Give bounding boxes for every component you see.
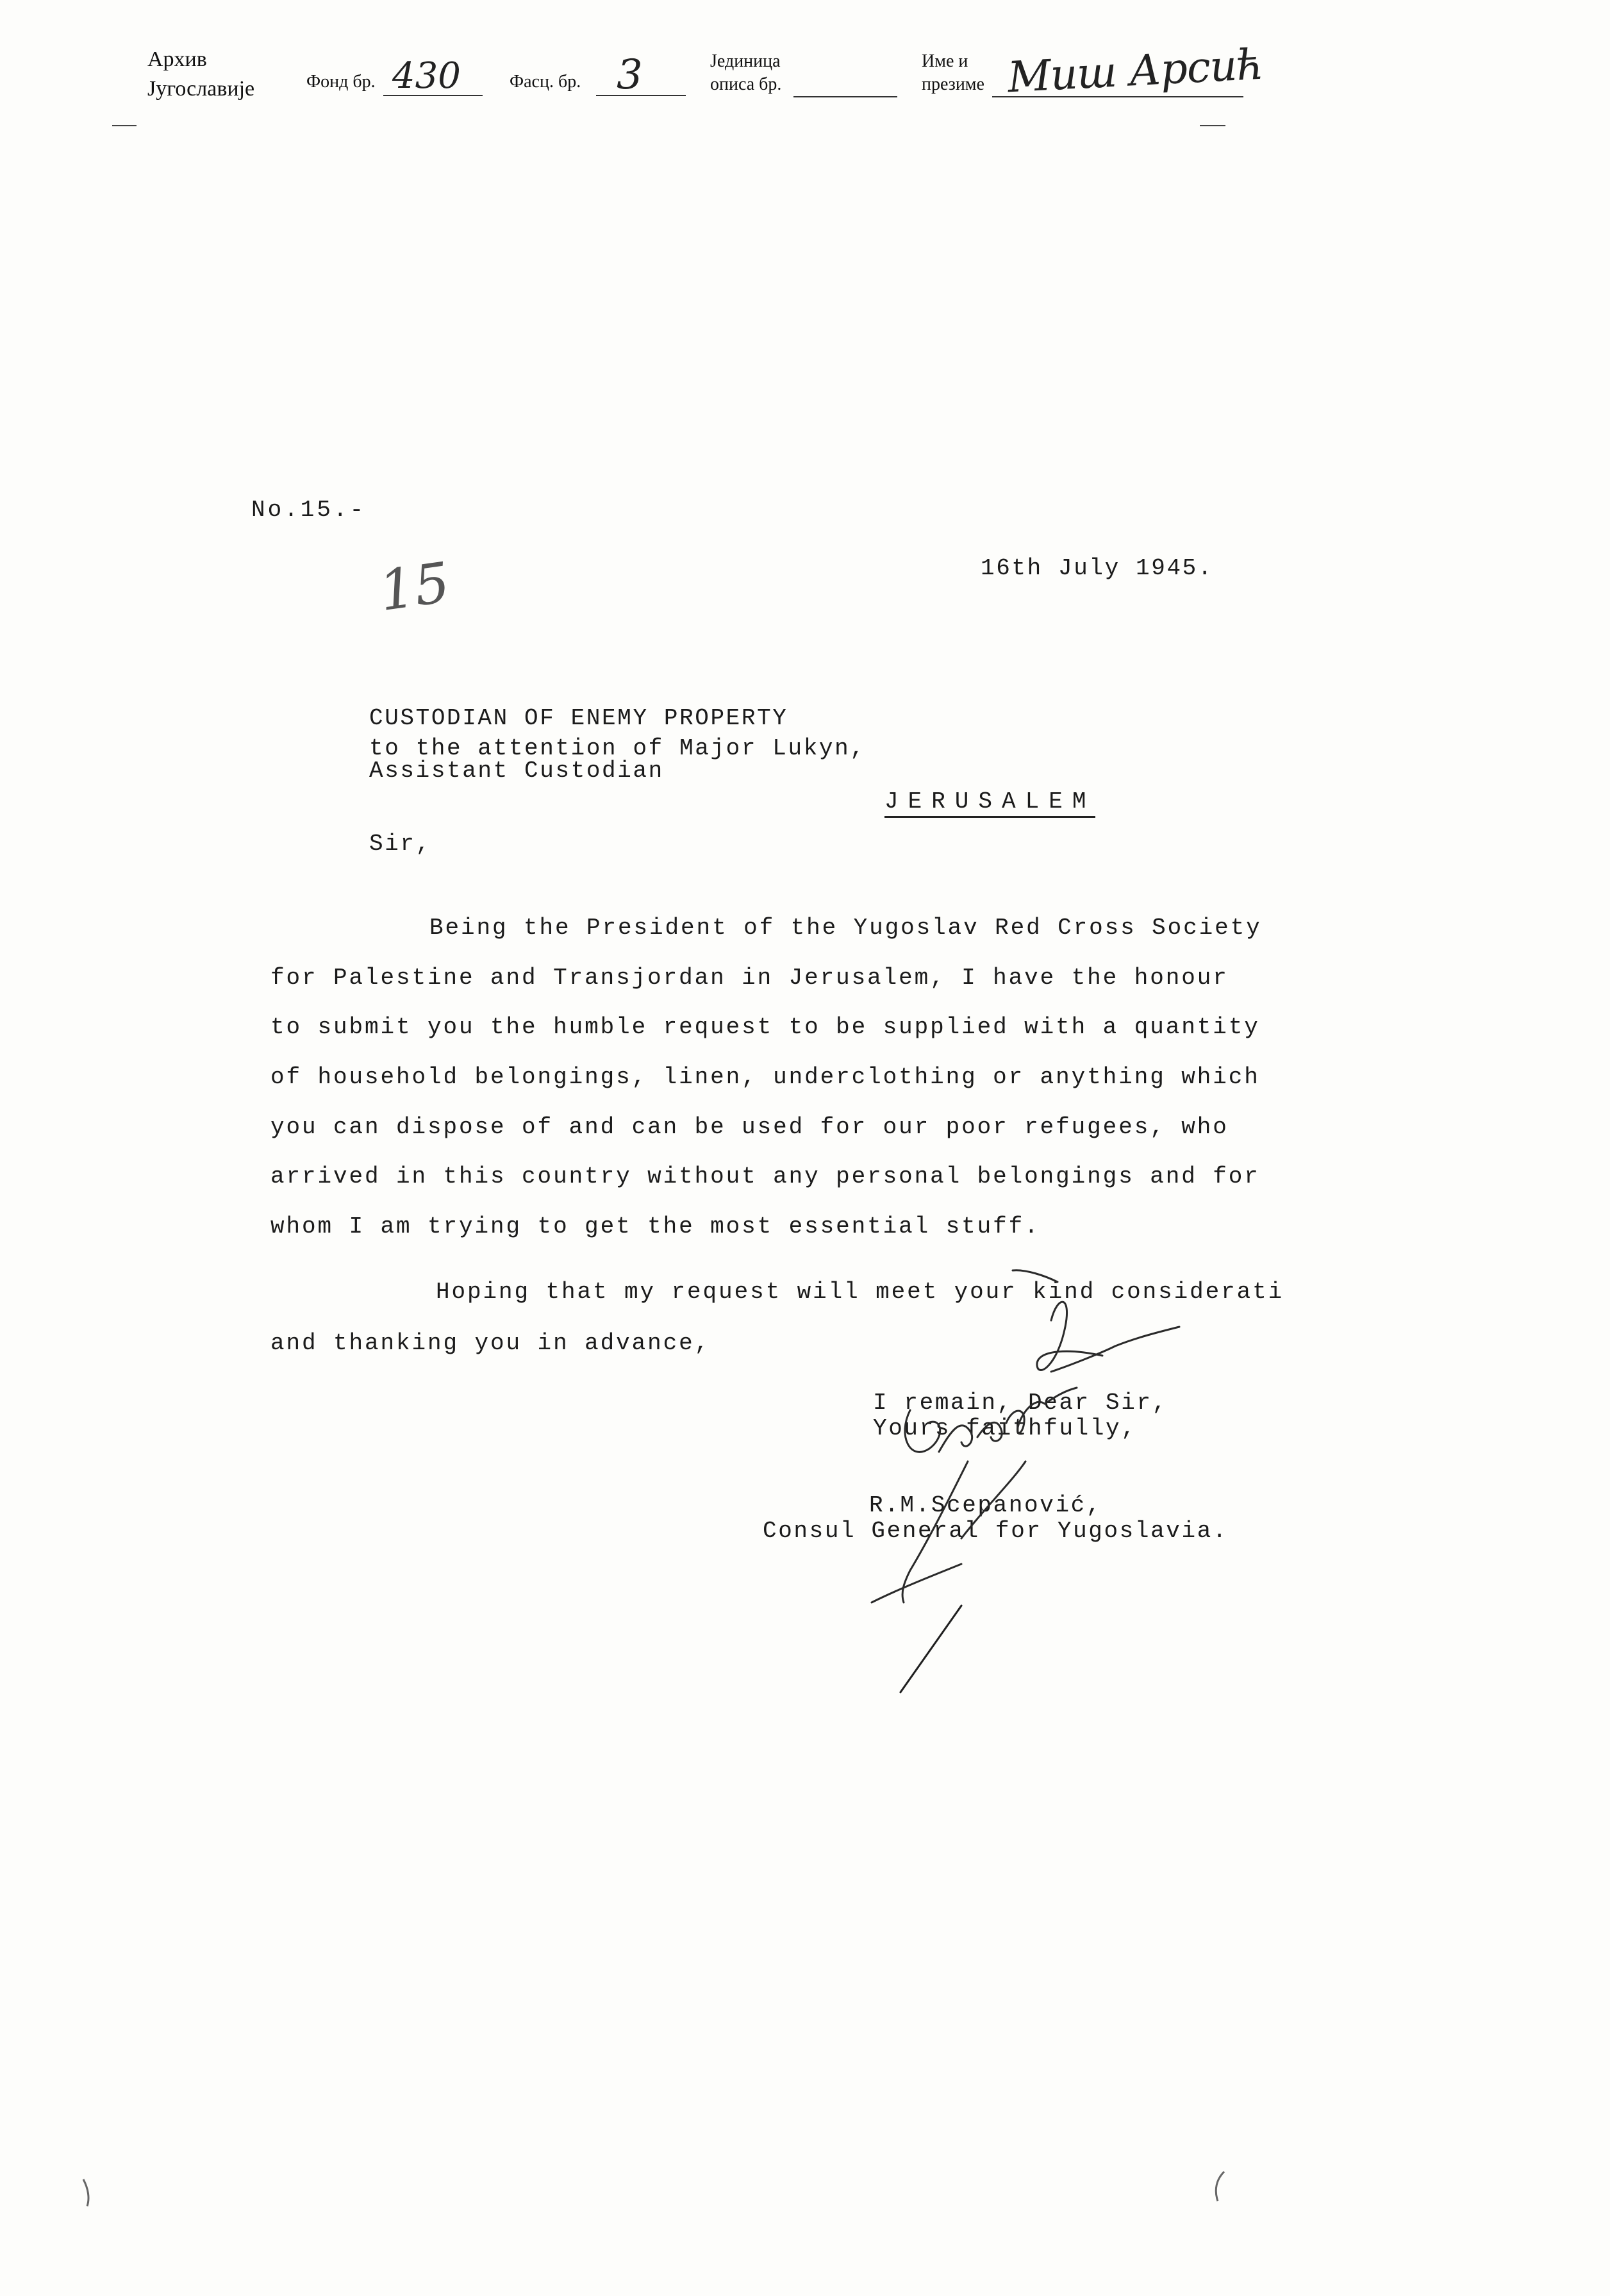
paragraph1-line: to submit you the humble request to be supplied with a quantity (270, 1014, 1260, 1040)
paragraph1-line: of household belongings, linen, underclothing or anything which (270, 1064, 1260, 1090)
signatory-name: R.M.Scepanović, (869, 1492, 1102, 1518)
letter-date: 16th July 1945. (981, 555, 1214, 581)
name-label-line1: Име и (922, 51, 968, 71)
header-tick-right (1200, 125, 1225, 126)
paragraph1-line: Being the President of the Yugoslav Red Cross Society (429, 915, 1262, 941)
recipient-line1: CUSTODIAN OF ENEMY PROPERTY (369, 705, 788, 731)
salutation: Sir, (369, 831, 431, 857)
archive-name-line2: Југославије (147, 77, 255, 101)
unit-label-line1: Јединица (710, 51, 781, 71)
recipient-line3: Assistant Custodian (369, 758, 664, 784)
paragraph1-line: whom I am trying to get the most essential stuff. (270, 1213, 1040, 1240)
recipient-line2: to the attention of Major Lukyn, (369, 735, 866, 761)
closing-line2: Yours faithfully, (873, 1415, 1137, 1442)
reference-number: No.15.- (251, 497, 367, 523)
paragraph1-line: for Palestine and Transjordan in Jerusalem, I have the honour (270, 965, 1229, 991)
paragraph2-line: and thanking you in advance, (270, 1330, 711, 1356)
unit-label-line2: описа бр. (710, 74, 782, 94)
unit-underline (793, 96, 897, 97)
fond-value: 430 (392, 55, 461, 97)
pen-stroke-mark (894, 1602, 971, 1699)
name-label-line2: презиме (922, 74, 984, 94)
name-value: Миш Арсић (1006, 39, 1265, 103)
header-tick-left (112, 125, 137, 126)
signatory-title: Consul General for Yugoslavia. (763, 1518, 1229, 1544)
fasc-value: 3 (617, 51, 643, 99)
scan-mark-right (1199, 2167, 1237, 2205)
scan-mark-left (71, 2173, 109, 2211)
paragraph1-line: you can dispose of and can be used for our poor refugees, who (270, 1114, 1229, 1140)
archive-name (147, 45, 254, 104)
fasc-label: Фасц. бр. (510, 72, 581, 92)
fond-label: Фонд бр. (306, 72, 376, 92)
paragraph1-line: arrived in this country without any personal belongings and for (270, 1163, 1260, 1190)
closing-line1: I remain, Dear Sir, (873, 1390, 1168, 1416)
recipient-city: JERUSALEM (884, 788, 1095, 818)
handwritten-signature (833, 1269, 1243, 1628)
archive-name-line1: Архив (147, 47, 207, 71)
margin-annotation: 15 (375, 550, 454, 624)
paragraph2-line: Hoping that my request will meet your kind considerati (436, 1279, 1284, 1305)
